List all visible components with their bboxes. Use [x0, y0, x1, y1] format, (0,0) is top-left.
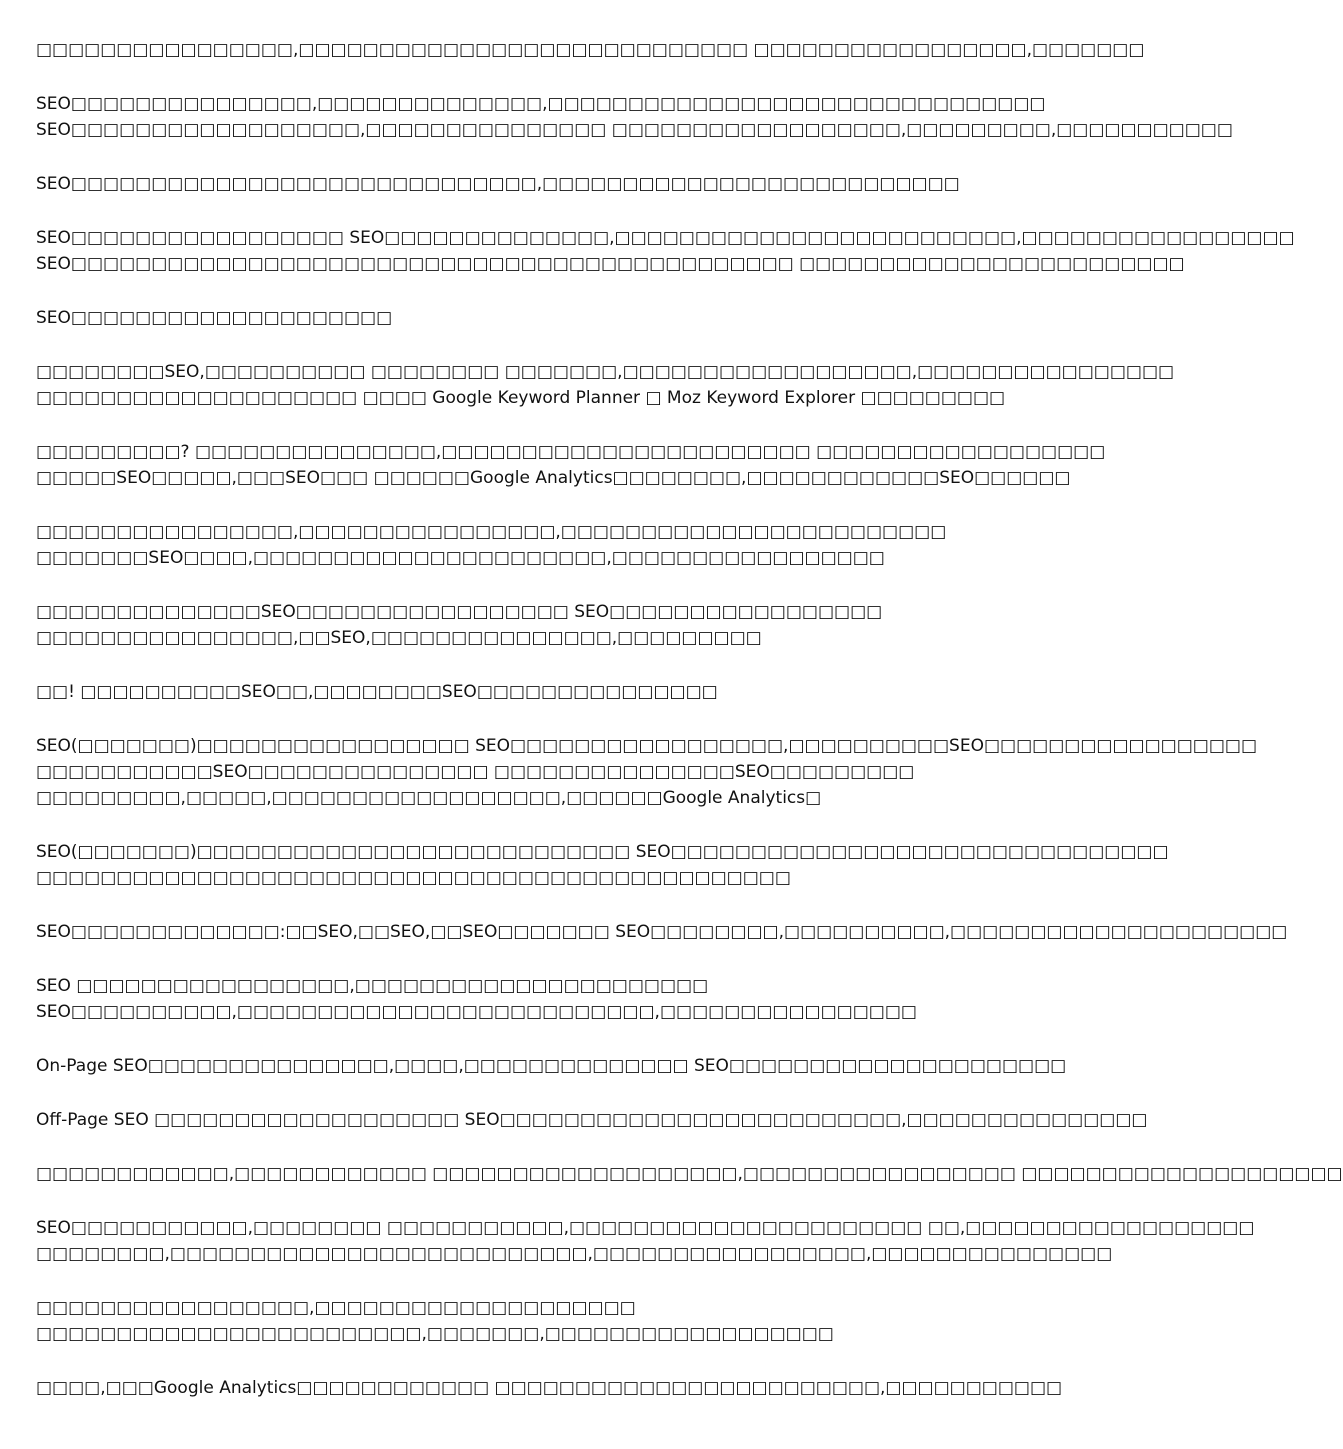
paragraph-line: □□□□□□□□□□□□□□□□□□□□ □□□□ Google Keyword Planner □ Moz Keyword Explorer □□□□□□□□□: [36, 388, 1006, 408]
paragraph: [36, 1295, 988, 1347]
paragraph-line: SEO□□□□□□□□□□□□□□□□□□,□□□□□□□□□□□□□□□ □□□□□□□□□□□□□□□□□□,□□□□□□□□□,□□□□□□□□□□□: [36, 120, 1233, 140]
paragraph: [36, 679, 988, 705]
paragraph-line: SEO□□□□□□□□□□□□□:□□SEO,□□SEO,□□SEO□□□□□□□ SEO□□□□□□□□,□□□□□□□□□□,□□□□□□□□□□□□□□□□□□□□□: [36, 922, 1288, 942]
paragraph-line: □□□□□SEO□□□□□,□□□SEO□□□ □□□□□□Google Analytics□□□□□□□□,□□□□□□□□□□□□SEO□□□□□□: [36, 468, 1071, 488]
paragraph-line: SEO□□□□□□□□□□□□□□□□□□□□: [36, 308, 393, 328]
paragraph: [36, 733, 1258, 811]
paragraph: [36, 1215, 1255, 1267]
paragraph-line: SEO(□□□□□□□)□□□□□□□□□□□□□□□□□□□□□□□□□□□ SEO□□□□□□□□□□□□□□□□□□□□□□□□□□□□□□□: [36, 842, 1169, 862]
paragraph-line: □□□□□□□SEO□□□□,□□□□□□□□□□□□□□□□□□□□□□,□□□□□□□□□□□□□□□□□: [36, 548, 885, 568]
paragraph-line: □□□□□□□□□□□□,□□□□□□□□□□□□ □□□□□□□□□□□□□□□□□□□,□□□□□□□□□□□□□□□□□ □□□□□□□□□□□□□□□□□□□□: [36, 1164, 1343, 1184]
paragraph-line: □□□□□□□□SEO,□□□□□□□□□□ □□□□□□□□ □□□□□□□,□□□□□□□□□□□□□□□□□□,□□□□□□□□□□□□□□□□: [36, 362, 1175, 382]
paragraph: [36, 305, 988, 331]
paragraph: [36, 1107, 1148, 1133]
paragraph-line: SEO□□□□□□□□□□□□□□□□□□□□□□□□□□□□□□□□□□□□□□□□□□□□□ □□□□□□□□□□□□□□□□□□□□□□□□: [36, 254, 1185, 274]
paragraph: [36, 171, 988, 197]
paragraph-line: □□□□□□□□□□□□□□□□□□□□□□□□□□□□□□□□□□□□□□□□□□□□□□□: [36, 868, 791, 888]
paragraph-line: Off-Page SEO □□□□□□□□□□□□□□□□□□□ SEO□□□□□□□□□□□□□□□□□□□□□□□□□,□□□□□□□□□□□□□□□: [36, 1110, 1148, 1130]
paragraph: [36, 839, 1169, 891]
paragraph-line: On-Page SEO□□□□□□□□□□□□□□□,□□□□,□□□□□□□□□□□□□□ SEO□□□□□□□□□□□□□□□□□□□□□: [36, 1056, 1067, 1076]
paragraph-line: SEO□□□□□□□□□□□□□□□□□ SEO□□□□□□□□□□□□□□,□□□□□□□□□□□□□□□□□□□□□□□□□,□□□□□□□□□□□□□□□□□: [36, 228, 1295, 248]
paragraph: [36, 91, 1233, 143]
paragraph-line: SEO□□□□□□□□□□,□□□□□□□□□□□□□□□□□□□□□□□□□□,□□□□□□□□□□□□□□□□: [36, 1002, 917, 1022]
paragraph: [36, 225, 1295, 277]
paragraph: [36, 359, 1175, 411]
paragraph: [36, 919, 1288, 945]
paragraph: [36, 973, 988, 1025]
paragraph: [36, 1375, 1063, 1401]
paragraph-line: SEO□□□□□□□□□□□□□□□,□□□□□□□□□□□□□□,□□□□□□□□□□□□□□□□□□□□□□□□□□□□□□□: [36, 94, 1046, 114]
paragraph: [36, 1053, 1067, 1079]
paragraph-line: □□□□□□□□,□□□□□□□□□□□□□□□□□□□□□□□□□□,□□□□□□□□□□□□□□□□□,□□□□□□□□□□□□□□□: [36, 1244, 1113, 1264]
paragraph-line: □□□□□□□□□? □□□□□□□□□□□□□□□,□□□□□□□□□□□□□□□□□□□□□□□ □□□□□□□□□□□□□□□□□□: [36, 442, 1106, 462]
paragraph: [36, 439, 1106, 491]
paragraph-line: □□□□,□□□Google Analytics□□□□□□□□□□□□ □□□□□□□□□□□□□□□□□□□□□□□□,□□□□□□□□□□□: [36, 1378, 1063, 1398]
paragraph-line: SEO(□□□□□□□)□□□□□□□□□□□□□□□□□ SEO□□□□□□□□□□□□□□□□□,□□□□□□□□□□SEO□□□□□□□□□□□□□□□□□: [36, 736, 1258, 756]
paragraph: [36, 519, 988, 571]
paragraph-line: □□□□□□□□□□□□□□□□,□□SEO,□□□□□□□□□□□□□□□,□□□□□□□□□: [36, 628, 762, 648]
paragraph-line: SEO□□□□□□□□□□□,□□□□□□□□ □□□□□□□□□□□,□□□□□□□□□□□□□□□□□□□□□□ □□,□□□□□□□□□□□□□□□□□□: [36, 1218, 1255, 1238]
paragraph-line: □□□□□□□□□□□□□□□□□□□□□□□□,□□□□□□□,□□□□□□□□□□□□□□□□□□: [36, 1324, 834, 1344]
paragraph-line: □□□□□□□□□□□SEO□□□□□□□□□□□□□□□ □□□□□□□□□□□□□□□SEO□□□□□□□□□: [36, 762, 915, 782]
paragraph-line: SEO□□□□□□□□□□□□□□□□□□□□□□□□□□□□□,□□□□□□□□□□□□□□□□□□□□□□□□□□: [36, 174, 960, 194]
paragraph-line: □□□□□□□□□□□□□□□□,□□□□□□□□□□□□□□□□,□□□□□□□□□□□□□□□□□□□□□□□□: [36, 522, 947, 542]
paragraph-line: □□□□□□□□□□□□□□□□,□□□□□□□□□□□□□□□□□□□□□□□□□□□□ □□□□□□□□□□□□□□□□□,□□□□□□□: [36, 40, 1145, 60]
paragraph-line: SEO □□□□□□□□□□□□□□□□□,□□□□□□□□□□□□□□□□□□□□□□: [36, 976, 709, 996]
paragraph: [36, 37, 1145, 63]
paragraph: [36, 1161, 1343, 1187]
paragraph-line: □□□□□□□□□□□□□□□□□,□□□□□□□□□□□□□□□□□□□□: [36, 1298, 636, 1318]
paragraph-line: □□□□□□□□□□□□□□SEO□□□□□□□□□□□□□□□□□ SEO□□□□□□□□□□□□□□□□□: [36, 602, 883, 622]
paragraph: [36, 599, 988, 651]
paragraph-line: □□! □□□□□□□□□□SEO□□,□□□□□□□□SEO□□□□□□□□□□□□□□□: [36, 682, 718, 702]
paragraph-line: □□□□□□□□□,□□□□□,□□□□□□□□□□□□□□□□□□,□□□□□□Google Analytics□: [36, 788, 822, 808]
